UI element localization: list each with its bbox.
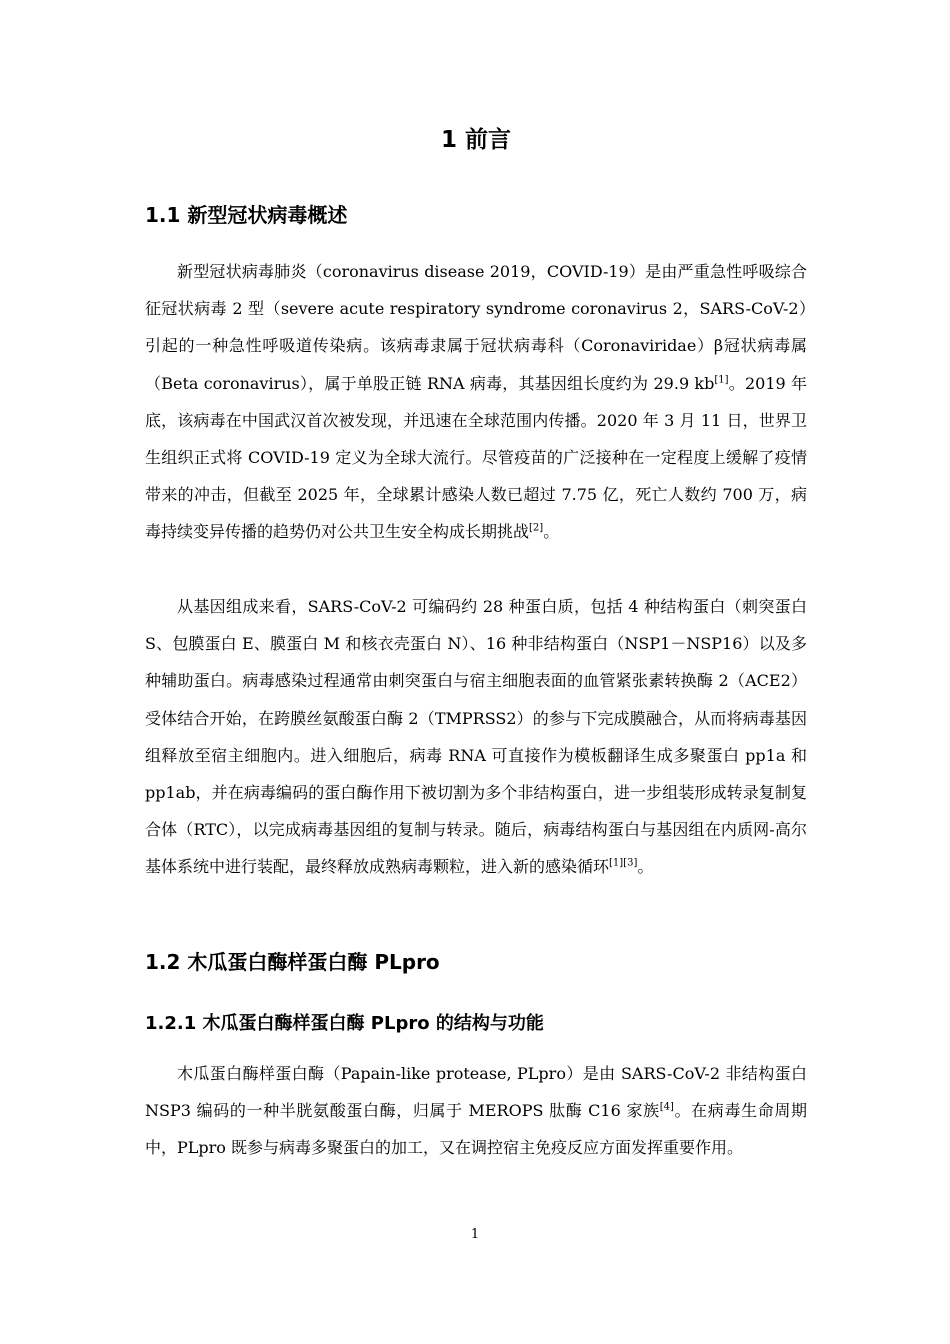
paragraph-plpro-intro: 木瓜蛋白酶样蛋白酶（Papain-like protease, PLpro）是由 SARS-CoV-2 非结构蛋白 NSP3 编码的一种半胱氨酸蛋白酶，归属于 MEROPS 肽酶 C16 家族[4]。在病毒生命周期中，PLpro 既参与病毒多聚蛋白的加工，又在调控宿主免疫反应方面发挥重要作用。 [145,1064,807,1158]
page-number: 1 [470,1227,480,1242]
chapter-title: 1 前言 [440,127,511,153]
paragraph-genome-composition: 从基因组成来看，SARS-CoV-2 可编码约 28 种蛋白质，包括 4 种结构蛋白（刺突蛋白 S、包膜蛋白 E、膜蛋白 M 和核衣壳蛋白 N）、16 种非结构蛋白（NSP1－NSP16）以及多种辅助蛋白。病毒感染过程通常由刺突蛋白与宿主细胞表面的血管紧张素转换酶 2（ACE2）受体结合开始，在跨膜丝氨酸蛋白酶 2（TMPRSS2）的参与下完成膜融合，从而将病毒基因组释放至宿主细胞内。进入细胞后，病毒 RNA 可直接作为模板翻译生成多聚蛋白 pp1a 和 pp1ab，并在病毒编码的蛋白酶作用下被切割为多个非结构蛋白，进一步组装形成转录复制复合体（RTC），以完成病毒基因组的复制与转录。随后，病毒结构蛋白与基因组在内质网-高尔基体系统中进行装配，最终释放成熟病毒颗粒，进入新的感染循环[1][3]。 [145,597,807,877]
section-heading-1-2-1: 1.2.1 木瓜蛋白酶样蛋白酶 PLpro 的结构与功能 [145,1013,544,1034]
section-heading-1-2: 1.2 木瓜蛋白酶样蛋白酶 PLpro [145,950,440,974]
citation-superscript: [1][3] [609,858,638,870]
paragraph-covid-overview: 新型冠状病毒肺炎（coronavirus disease 2019，COVID-19）是由严重急性呼吸综合征冠状病毒 2 型（severe acute respiratory syndrome coronavirus 2，SARS-CoV-2）引起的一种急性呼吸道传染病。该病毒隶属于冠状病毒科（Coronaviridae）β冠状病毒属（Beta coronavirus），属于单股正链 RNA 病毒，其基因组长度约为 29.9 kb[1]。2019 年底，该病毒在中国武汉首次被发现，并迅速在全球范围内传播。2020 年 3 月 11 日，世界卫生组织正式将 COVID-19 定义为全球大流行。尽管疫苗的广泛接种在一定程度上缓解了疫情带来的冲击，但截至 2025 年，全球累计感染人数已超过 7.75 亿，死亡人数约 700 万，病毒持续变异传播的趋势仍对公共卫生安全构成长期挑战[2]。 [145,262,807,542]
citation-superscript: [2] [529,523,544,535]
citation-superscript: [1] [714,374,729,386]
citation-superscript: [4] [659,1101,674,1113]
section-heading-1-1: 1.1 新型冠状病毒概述 [145,203,348,227]
